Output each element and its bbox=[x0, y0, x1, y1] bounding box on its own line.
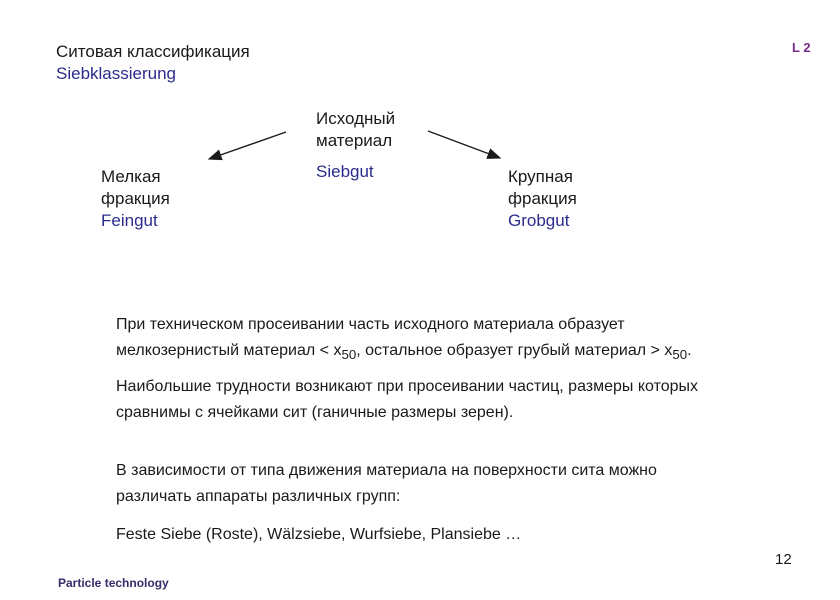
p1-line1: При техническом просеивании часть исходного материала образует bbox=[116, 316, 625, 333]
paragraph-sieve-types: Feste Siebe (Roste), Wälzsiebe, Wurfsiebe, Plansiebe … bbox=[116, 526, 522, 543]
paragraph-difficulties bbox=[116, 374, 796, 426]
p1-line2: мелкозернистый материал < $x_{50}$, остальное образует грубый материал > $x_{50}$. bbox=[116, 342, 692, 363]
p3-line1: В зависимости от типа движения материала на поверхности сита можно bbox=[116, 462, 657, 479]
coarse-label-de: Grobgut bbox=[508, 211, 570, 230]
source-label-line2: материал bbox=[316, 131, 393, 150]
subscript-50-b: 50 bbox=[672, 347, 688, 363]
source-label-line1: Исходный bbox=[316, 109, 396, 128]
subscript-50-a: 50 bbox=[341, 347, 357, 363]
p3-line2: различать аппараты различных групп: bbox=[116, 488, 401, 505]
p2-line1: Наибольшие трудности возникают при просеивании частиц, размеры которых bbox=[116, 378, 699, 395]
paragraph-apparatus-groups bbox=[116, 458, 796, 510]
source-material-node bbox=[316, 108, 395, 152]
coarse-fraction-node bbox=[508, 166, 577, 232]
p2-line2: сравнимы с ячейками сит (ганичные размеры зерен). bbox=[116, 404, 514, 421]
slide-id: L 2 bbox=[792, 40, 811, 55]
coarse-label-line2: фракция bbox=[508, 189, 577, 208]
fine-fraction-node bbox=[101, 166, 170, 232]
page-number: 12 bbox=[775, 551, 792, 568]
arrow-to-fine bbox=[209, 132, 286, 159]
source-label-de: Siebgut bbox=[316, 162, 374, 181]
footer-brand: Particle technology bbox=[58, 576, 169, 590]
paragraph-screening-definition bbox=[116, 312, 796, 368]
arrow-to-coarse bbox=[428, 131, 500, 158]
fine-label-line1: Мелкая bbox=[101, 167, 161, 186]
fine-label-de: Feingut bbox=[101, 211, 158, 230]
fine-label-line2: фракция bbox=[101, 189, 170, 208]
slide-title-ru: Ситовая классификация bbox=[56, 42, 250, 61]
slide-title-de: Siebklassierung bbox=[56, 64, 177, 83]
coarse-label-line1: Крупная bbox=[508, 167, 573, 186]
